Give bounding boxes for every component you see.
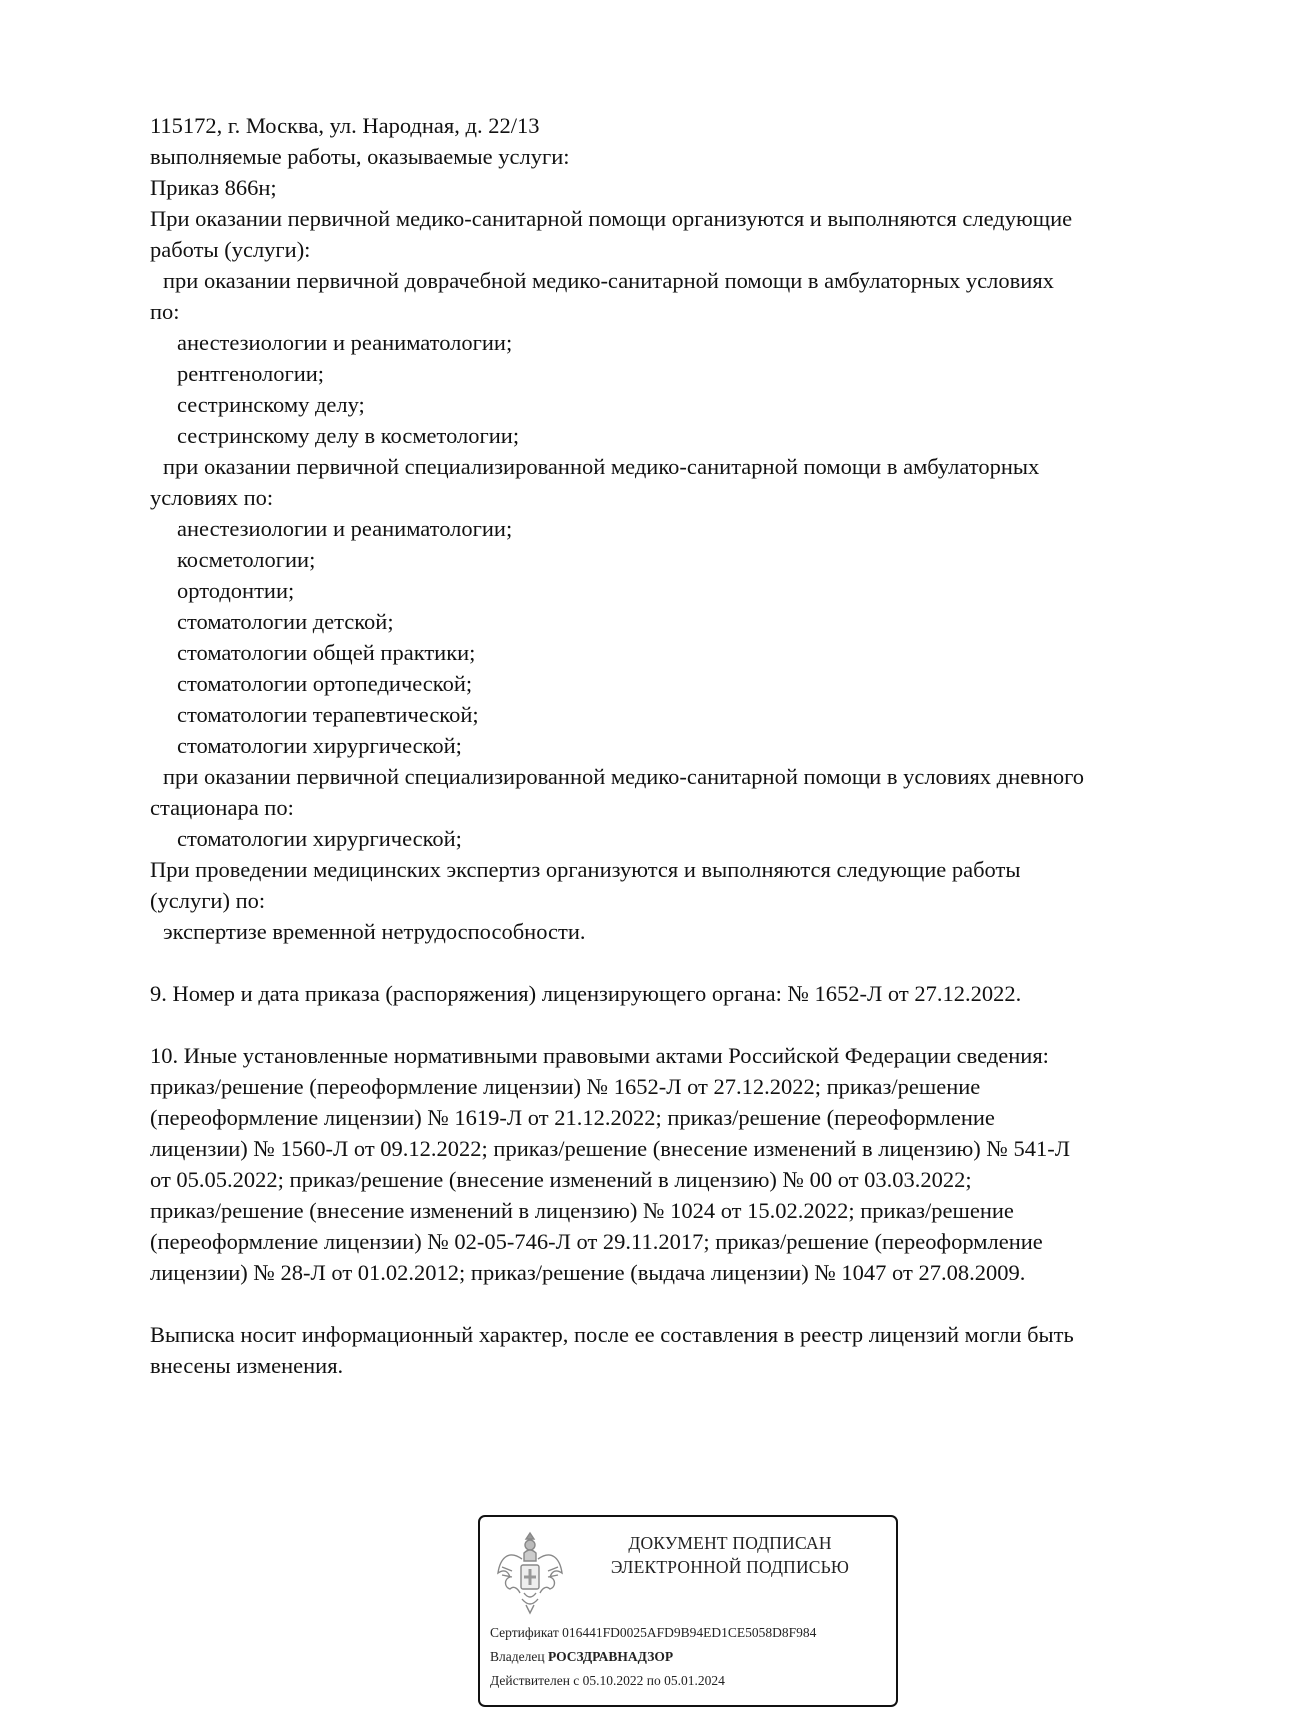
document-text-line: Выписка носит информационный характер, после ее составления в реестр лицензий могли быть — [150, 1322, 1074, 1347]
blank-line — [150, 947, 1260, 978]
stamp-title-line1: ДОКУМЕНТ ПОДПИСАН — [628, 1533, 832, 1553]
document-text-line: от 05.05.2022; приказ/решение (внесение изменений в лицензию) № 00 от 03.03.2022; — [150, 1167, 972, 1192]
document-text-line: внесены изменения. — [150, 1353, 344, 1378]
document-text-line: ортодонтии; — [177, 578, 295, 603]
document-body — [150, 110, 1260, 1381]
document-text-line: условиях по: — [150, 485, 274, 510]
document-text-line: лицензии) № 1560-Л от 09.12.2022; приказ/решение (внесение изменений в лицензию) № 541-Л — [150, 1136, 1071, 1161]
document-text-line: стоматологии детской; — [177, 609, 394, 634]
owner-line — [490, 1649, 673, 1665]
document-text-line: косметологии; — [177, 547, 316, 572]
document-text-line: работы (услуги): — [150, 237, 311, 262]
document-text-line: (переоформление лицензии) № 1619-Л от 21.12.2022; приказ/решение (переоформление — [150, 1105, 995, 1130]
document-text-line: 9. Номер и дата приказа (распоряжения) лицензирующего органа: № 1652-Л от 27.12.2022. — [150, 981, 1022, 1006]
electronic-signature-stamp — [478, 1515, 898, 1707]
document-text-line: сестринскому делу в косметологии; — [177, 423, 520, 448]
owner-label: Владелец — [490, 1649, 545, 1664]
document-text-line: 10. Иные установленные нормативными правовыми актами Российской Федерации сведения: — [150, 1043, 1049, 1068]
document-text-line: лицензии) № 28-Л от 01.02.2012; приказ/решение (выдача лицензии) № 1047 от 27.08.2009. — [150, 1260, 1026, 1285]
document-text-line: при оказании первичной доврачебной медико-санитарной помощи в амбулаторных условиях — [163, 268, 1054, 293]
document-text-line: стоматологии общей практики; — [177, 640, 476, 665]
document-text-line: анестезиологии и реаниматологии; — [177, 516, 513, 541]
document-text-line: при оказании первичной специализированной медико-санитарной помощи в амбулаторных — [163, 454, 1040, 479]
certificate-label: Сертификат — [490, 1625, 559, 1640]
document-text-line: стоматологии хирургической; — [177, 733, 462, 758]
document-text-line: по: — [150, 299, 180, 324]
certificate-line — [490, 1625, 816, 1641]
document-text-line: 115172, г. Москва, ул. Народная, д. 22/13 — [150, 113, 540, 138]
blank-line — [150, 1288, 1260, 1319]
document-text-line: экспертизе временной нетрудоспособности. — [163, 919, 586, 944]
document-text-line: выполняемые работы, оказываемые услуги: — [150, 144, 570, 169]
document-text-line: При оказании первичной медико-санитарной помощи организуются и выполняются следующие — [150, 206, 1073, 231]
document-text-line: стационара по: — [150, 795, 294, 820]
document-text-line: стоматологии ортопедической; — [177, 671, 473, 696]
certificate-number: 016441FD0025AFD9B94ED1CE5058D8F984 — [562, 1625, 817, 1640]
document-text-line: стоматологии терапевтической; — [177, 702, 479, 727]
coat-of-arms-icon — [494, 1529, 566, 1617]
document-text-line: Приказ 866н; — [150, 175, 277, 200]
document-text-line: (услуги) по: — [150, 888, 266, 913]
document-text-line: рентгенологии; — [177, 361, 325, 386]
document-text-line: приказ/решение (внесение изменений в лицензию) № 1024 от 15.02.2022; приказ/решение — [150, 1198, 1014, 1223]
document-text-line: сестринскому делу; — [177, 392, 365, 417]
blank-line — [150, 1009, 1260, 1040]
document-text-line: стоматологии хирургической; — [177, 826, 462, 851]
document-text-line: приказ/решение (переоформление лицензии) № 1652-Л от 27.12.2022; приказ/решение — [150, 1074, 981, 1099]
validity-line: Действителен с 05.10.2022 по 05.01.2024 — [490, 1673, 725, 1688]
owner-name: РОСЗДРАВНАДЗОР — [547, 1649, 674, 1664]
document-text-line: При проведении медицинских экспертиз организуются и выполняются следующие работы — [150, 857, 1021, 882]
document-text-line: при оказании первичной специализированной медико-санитарной помощи в условиях дневного — [163, 764, 1084, 789]
document-text-line: анестезиологии и реаниматологии; — [177, 330, 513, 355]
stamp-title-line2: ЭЛЕКТРОННОЙ ПОДПИСЬЮ — [610, 1557, 850, 1577]
document-text-line: (переоформление лицензии) № 02-05-746-Л от 29.11.2017; приказ/решение (переоформление — [150, 1229, 1043, 1254]
